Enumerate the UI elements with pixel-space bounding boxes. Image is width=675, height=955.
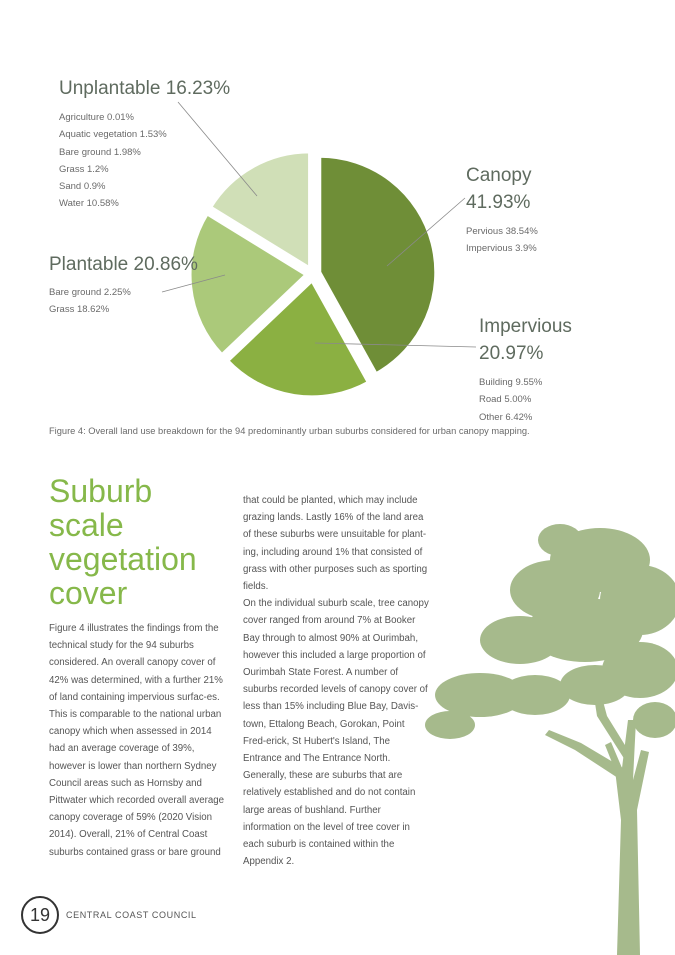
list-item: Building 9.55% — [479, 377, 543, 388]
list-item: Bare ground 1.98% — [59, 146, 141, 158]
canopy-list — [466, 223, 538, 258]
list-item: Sand 0.9% — [59, 181, 106, 193]
list-item: Agriculture 0.01% — [59, 112, 134, 123]
canopy-title-line1: Canopy — [466, 165, 532, 186]
body-paragraph: On the individual suburb scale, tree canopy cover ranged from around 7% at Booker Bay through to almost 90% at Ourimbah, however this included a large proportion of Ourimbah State Forest. A number of suburbs recorded levels of canopy cover of less than 15% including Blue Bay, Davis-town, Ettalong Beach, Gorokan, Point Fred-erick, St Hubert's Island, The Entrance and The Entrance North. Generally, these are suburbs that are relatively established and do not contain large areas of bushland. Further information on the level of tree cover in each suburb is contained within the Appendix 2. — [243, 598, 429, 868]
list-item: Water 10.58% — [59, 198, 119, 210]
canopy-title-line2: 41.93% — [466, 192, 531, 213]
figure-caption: Figure 4: Overall land use breakdown for the 94 predominantly urban suburbs considered for urban canopy mapping. — [49, 426, 530, 436]
section-title-line: scale — [49, 507, 124, 543]
plantable-title: Plantable 20.86% — [49, 254, 198, 275]
footer-organization: CENTRAL COAST COUNCIL — [66, 910, 197, 920]
list-item: Grass 1.2% — [59, 163, 109, 175]
impervious-list — [479, 374, 542, 426]
list-item: Bare ground 2.25% — [49, 287, 131, 298]
section-title-line: Suburb — [49, 473, 153, 509]
pie-slices — [190, 152, 436, 397]
list-item: Impervious 3.9% — [466, 243, 537, 255]
list-item: Grass 18.62% — [49, 304, 110, 316]
tree-illustration — [425, 520, 675, 955]
unplantable-title: Unplantable 16.23% — [59, 78, 231, 99]
body-column-1: Figure 4 illustrates the findings from the technical study for the 94 suburbs considered. An overall canopy cover of 42% was determined, with a further 21% of land containing impervious surfac-es. This is comparable to the national urban canopy which when assessed in 2014 had an average coverage of 39%, however is lower than northern Sydney Council areas such as Hornsby and Pittwater which recorded overall average canopy coverage of 59% (2020 Vision 2014). Overall, 21% of Central Coast suburbs contained grass or bare ground — [49, 623, 224, 858]
canopy-title — [466, 162, 532, 216]
plantable-list — [49, 284, 131, 319]
list-item: Road 5.00% — [479, 394, 532, 406]
page-number: 19 — [29, 904, 51, 925]
impervious-title — [479, 313, 572, 367]
land-use-pie-chart — [0, 0, 675, 430]
section-title-line: cover — [49, 575, 128, 611]
impervious-title-line2: 20.97% — [479, 343, 544, 364]
page-number-badge — [21, 896, 59, 934]
body-column-2 — [243, 492, 429, 870]
tree-trunk — [605, 720, 649, 955]
leader-unplantable — [178, 102, 257, 196]
tree-canopy — [425, 524, 675, 739]
list-item: Other 6.42% — [479, 411, 533, 423]
section-title — [49, 474, 197, 610]
list-item: Aquatic vegetation 1.53% — [59, 129, 167, 141]
unplantable-list — [59, 109, 167, 213]
body-paragraph: that could be planted, which may include grazing lands. Lastly 16% of the land area of these suburbs were unsuitable for plant-ing, including around 1% that consisted of grass with other purposes such as sporting fields. — [243, 495, 428, 593]
impervious-title-line1: Impervious — [479, 316, 572, 337]
list-item: Pervious 38.54% — [466, 226, 538, 237]
section-title-line: vegetation — [49, 541, 197, 577]
